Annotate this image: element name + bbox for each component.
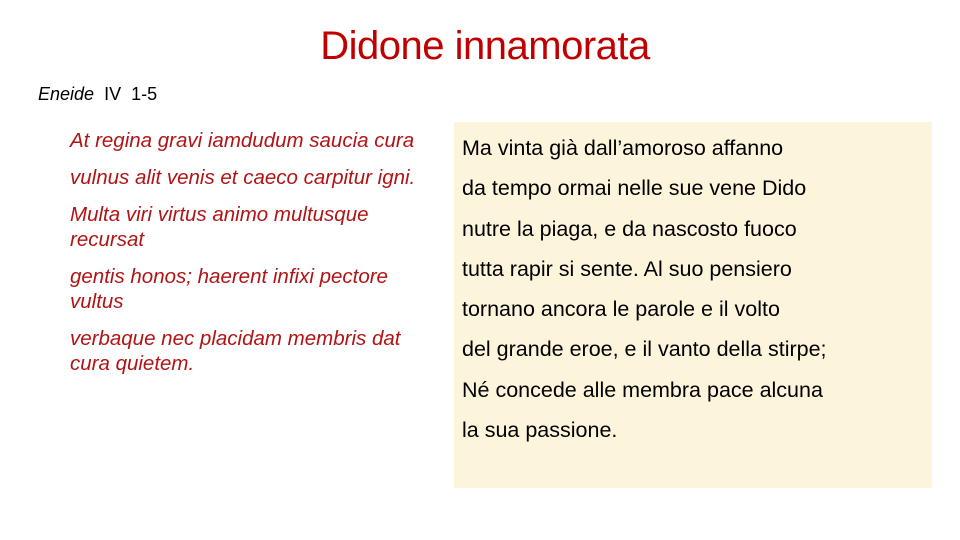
translation-box	[454, 122, 932, 488]
translation-line: la sua passione.	[462, 418, 618, 443]
latin-verse: verbaque nec placidam membris dat cura quietem.	[70, 327, 401, 375]
work-reference	[38, 83, 157, 105]
latin-verse: gentis honos; haerent infixi pectore vultus	[70, 265, 388, 313]
translation-line: tutta rapir si sente. Al suo pensiero	[462, 256, 792, 281]
work-title: Eneide	[38, 84, 95, 104]
latin-verse: At regina gravi iamdudum saucia cura	[70, 129, 415, 152]
latin-text	[70, 128, 430, 388]
verse-range: 1-5	[131, 84, 158, 104]
book-number: IV	[104, 84, 122, 104]
translation-line: tornano ancora le parole e il volto	[462, 297, 780, 322]
italian-translation	[462, 128, 927, 450]
translation-line: da tempo ormai nelle sue vene Dido	[462, 176, 807, 201]
translation-line: del grande eroe, e il vanto della stirpe;	[462, 337, 827, 362]
latin-verse: Multa viri virtus animo multusque recursat	[70, 203, 369, 251]
latin-verse: vulnus alit venis et caeco carpitur igni.	[70, 166, 416, 189]
translation-line: Ma vinta già dall’amoroso affanno	[462, 136, 784, 160]
translation-line: Né concede alle membra pace alcuna	[462, 377, 823, 402]
translation-line: nutre la piaga, e da nascosto fuoco	[462, 216, 797, 241]
slide-title: Didone innamorata	[320, 24, 650, 68]
